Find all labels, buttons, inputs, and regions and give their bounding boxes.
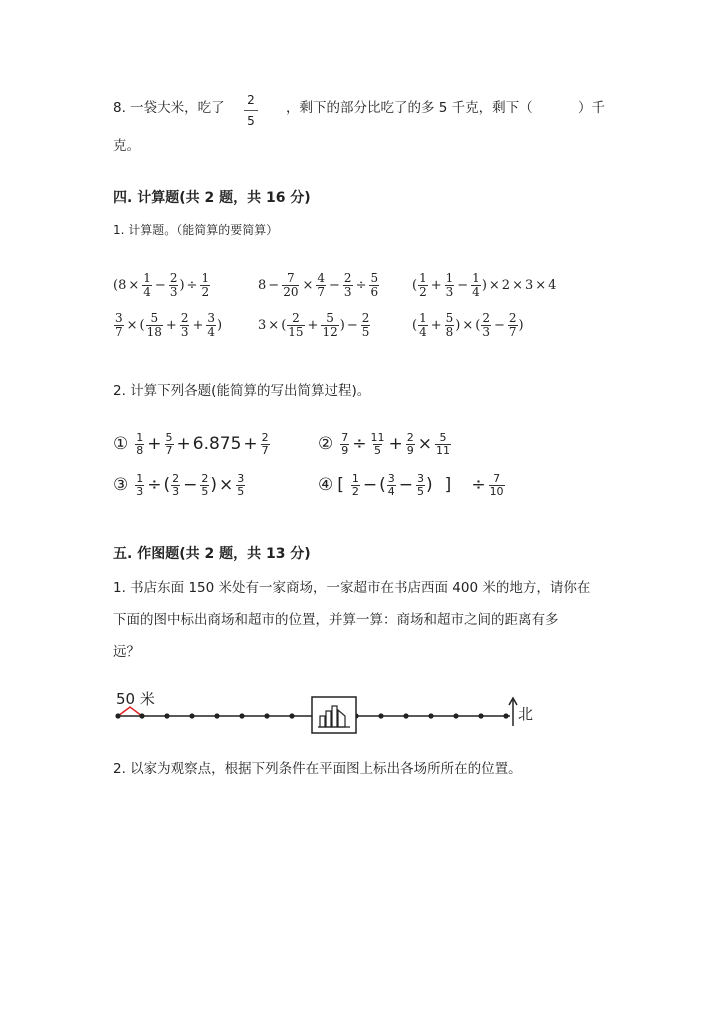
q8-line1 [113,102,225,116]
q8-part3: ）千 [578,100,605,116]
q8-part2: ，剩下的部分比吃了的多 5 千克，剩下（ [286,100,533,116]
calc2-expr-3: ③ $\frac{1}{3}$ ÷ ( $\frac{2}{3}$ − $\frac{2}{5}$ ) × $\frac{3}{5}$ [113,472,245,498]
calc2-expr-2: ② $\frac{7}{9}$ ÷ $\frac{11}{5}$ + $\frac{2}{9}$ × $\frac{5}{11}$ [318,431,450,457]
north-label: 北 [518,705,534,723]
sec4-q2-title: 2. 计算下列各题(能简算的写出简算过程)。 [113,383,371,399]
q8-line2: 克。 [113,138,140,154]
calc-expr-1: ( 8 × $\frac{1}{4}$ − $\frac{2}{3}$ ) ÷ $\frac{1}{2}$ [113,271,210,299]
bookstore-icon [312,697,356,733]
position-number-line [0,690,720,750]
section4-title: 四. 计算题(共 2 题，共 16 分) [113,190,311,206]
calc-expr-3: ( $\frac{1}{2}$ + $\frac{1}{3}$ − $\frac{1}{4}$ ) × 2 × 3 × 4 [412,271,557,299]
section5-title: 五. 作图题(共 2 题，共 13 分) [113,546,311,562]
q8-part1: 8. 一袋大米，吃了 [113,100,225,116]
calc2-expr-4: ④ [ $\frac{1}{2}$ − ( $\frac{3}{4}$ − $\frac{3}{5}$ ) ] ÷ $\frac{7}{10}$ [318,472,504,498]
q8-frac-num: 2 [247,93,255,107]
q8-fraction [244,94,258,127]
sec4-q1-title: 1. 计算题。（能简算的要简算） [113,223,279,237]
sec5-q1-line1: 1. 书店东面 150 米处有一家商场，一家超市在书店西面 400 米的地方，请你在 [113,580,591,596]
scale-bracket [118,707,142,716]
q8-frac-den: 5 [247,114,255,128]
sec5-q1-line2: 下面的图中标出商场和超市的位置，并算一算：商场和超市之间的距离有多 [113,612,559,628]
calc2-expr-1: ① $\frac{1}{8}$ + $\frac{5}{7}$ + 6.875 + $\frac{2}{7}$ [113,431,269,457]
scale-label: 50 米 [116,690,155,708]
calc-expr-5: 3 × ( $\frac{2}{15}$ + $\frac{5}{12}$ ) − $\frac{2}{5}$ [258,311,370,339]
calc-expr-6: ( $\frac{1}{4}$ + $\frac{5}{8}$ ) × ( $\frac{2}{3}$ − $\frac{2}{7}$ ) [412,311,524,339]
calc-expr-2: 8 − $\frac{7}{20}$ × $\frac{4}{7}$ − $\frac{2}{3}$ ÷ $\frac{5}{6}$ [258,271,379,299]
north-arrow-icon [509,698,517,726]
calc-expr-4: $\frac{3}{7}$ × ( $\frac{5}{18}$ + $\frac{2}{3}$ + $\frac{3}{4}$ ) [115,311,223,339]
sec5-q1-line3: 远？ [113,644,140,660]
sec5-q2: 2. 以家为观察点，根据下列条件在平面图上标出各场所所在的位置。 [113,761,522,777]
